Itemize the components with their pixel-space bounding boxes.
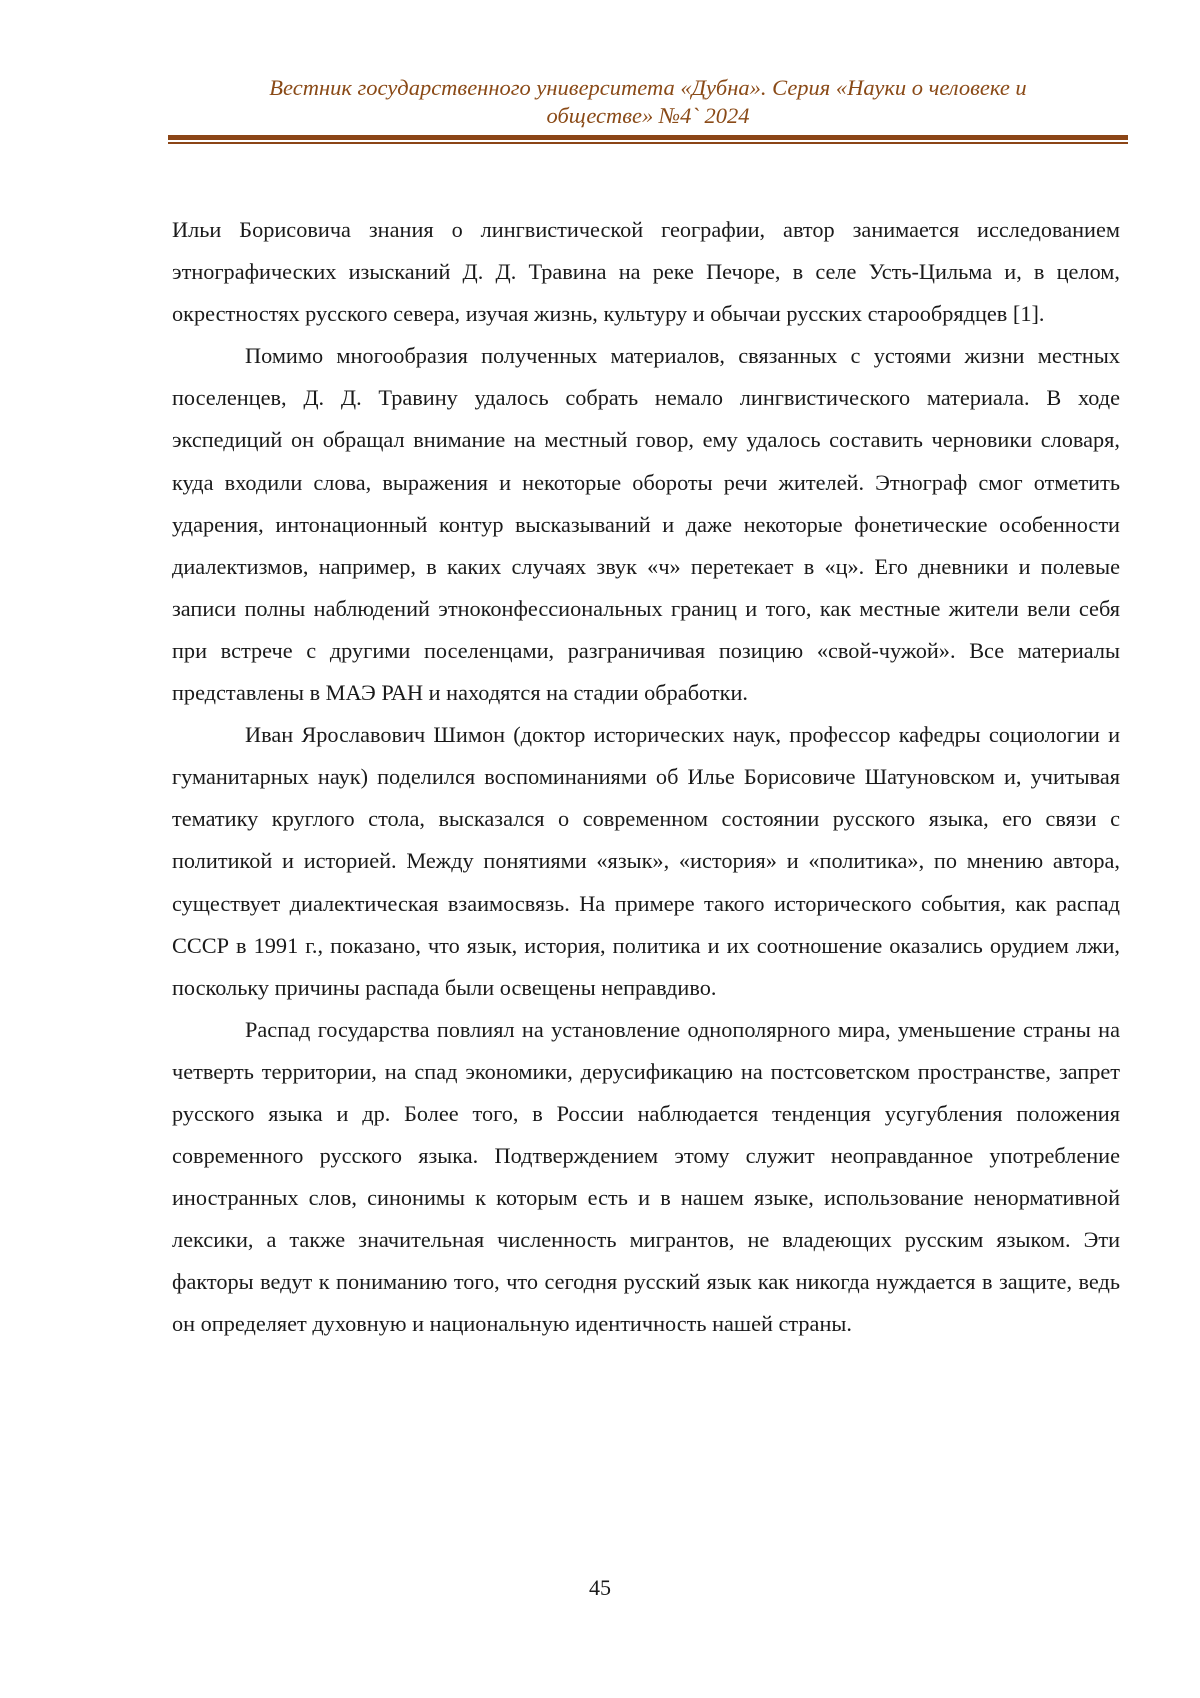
header-divider-thick <box>168 135 1128 140</box>
running-header <box>168 74 1128 130</box>
body-text <box>172 209 1120 1346</box>
paragraph-ussr-collapse: Распад государства повлиял на установление однополярного мира, уменьшение страны на четверть территории, на спад экономики, дерусификацию на постсоветском пространстве, запрет русского языка и др. Более того, в России наблюдается тенденция усугубления положения современного русского языка. Подтверждением этому служит неоправданное употребление иностранных слов, синонимы к которым есть и в нашем языке, использование ненормативной лексики, а также значительная численность мигрантов, не владеющих русским языком. Эти факторы ведут к пониманию того, что сегодня русский язык как никогда нуждается в защите, ведь он определяет духовную и национальную идентичность нашей страны. <box>172 1009 1120 1346</box>
paragraph-shimon: Иван Ярославович Шимон (доктор исторических наук, профессор кафедры социологии и гуманитарных наук) поделился воспоминаниями об Илье Борисовиче Шатуновском и, учитывая тематику круглого стола, высказался о современном состоянии русского языка, его связи с политикой и историей. Между понятиями «язык», «история» и «политика», по мнению автора, существует диалектическая взаимосвязь. На примере такого исторического события, как распад СССР в 1991 г., показано, что язык, история, политика и их соотношение оказались орудием лжи, поскольку причины распада были освещены неправдиво. <box>172 714 1120 1009</box>
journal-title-line-1: Вестник государственного университета «Дубна». Серия «Науки о человеке и <box>168 74 1128 102</box>
journal-title-line-2: обществе» №4` 2024 <box>168 102 1128 130</box>
page-number: 45 <box>0 1575 1200 1601</box>
header-divider <box>168 135 1128 144</box>
paragraph-continuation: Ильи Борисовича знания о лингвистической географии, автор занимается исследованием этнографических изысканий Д. Д. Травина на реке Печоре, в селе Усть-Цильма и, в целом, окрестностях русского севера, изучая жизнь, культуру и обычаи русских старообрядцев [1]. <box>172 209 1120 335</box>
paragraph-travin-materials: Помимо многообразия полученных материалов, связанных с устоями жизни местных поселенцев, Д. Д. Травину удалось собрать немало лингвистического материала. В ходе экспедиций он обращал внимание на местный говор, ему удалось составить черновики словаря, куда входили слова, выражения и некоторые обороты речи жителей. Этнограф смог отметить ударения, интонационный контур высказываний и даже некоторые фонетические особенности диалектизмов, например, в каких случаях звук «ч» перетекает в «ц». Его дневники и полевые записи полны наблюдений этноконфессиональных границ и того, как местные жители вели себя при встрече с другими поселенцами, разграничивая позицию «свой-чужой». Все материалы представлены в МАЭ РАН и находятся на стадии обработки. <box>172 335 1120 714</box>
header-divider-thin <box>168 142 1128 144</box>
